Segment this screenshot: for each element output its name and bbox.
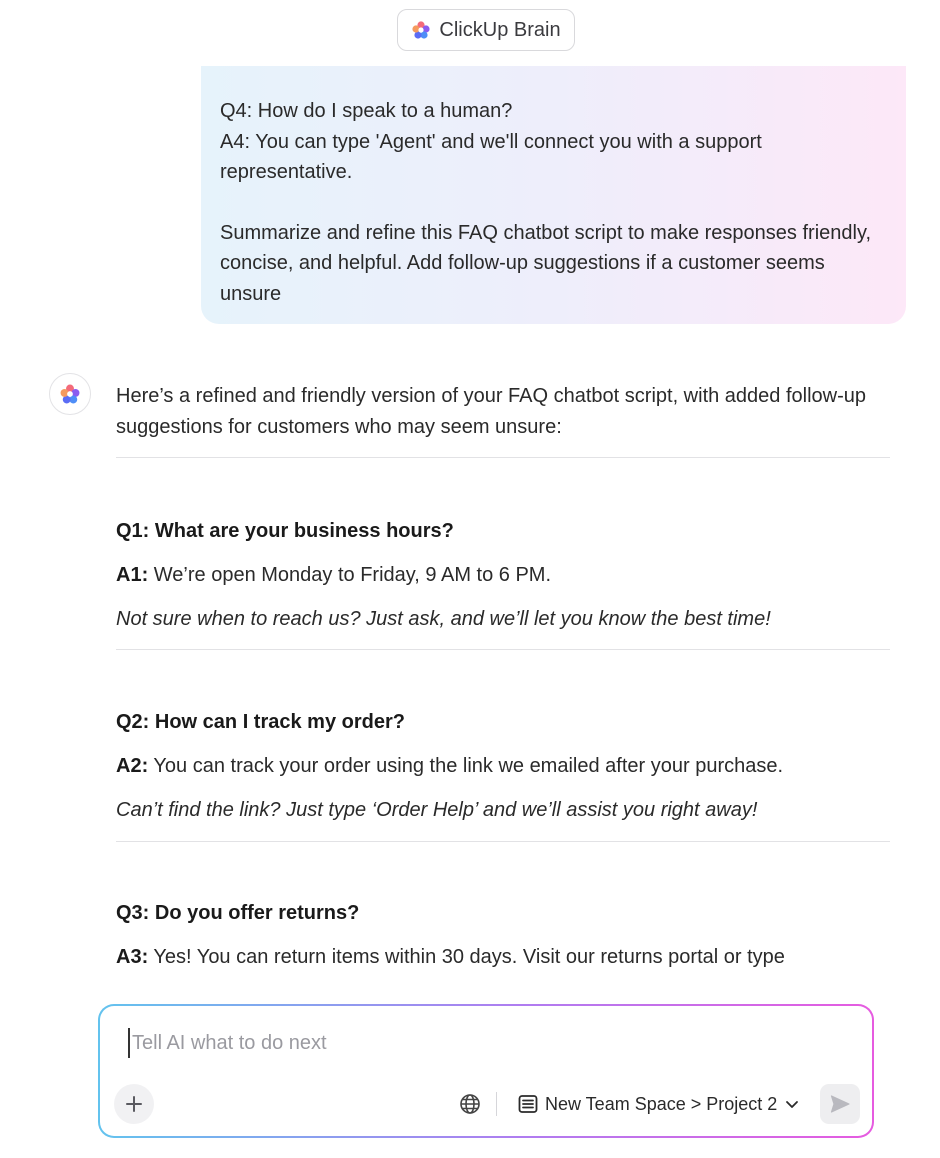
faq-follow-up: Can’t find the link? Just type ‘Order Help’ and we’ll assist you right away! xyxy=(116,799,758,821)
faq-follow-up: Not sure when to reach us? Just ask, and we’ll let you know the best time! xyxy=(116,608,771,630)
user-message-line: Q4: How do I speak to a human? xyxy=(220,100,513,122)
globe-icon xyxy=(459,1093,481,1115)
user-message-line: Summarize and refine this FAQ chatbot script to make responses friendly, concise, and helpful. Add follow-up suggestions if a customer seems unsure xyxy=(220,221,872,305)
faq-question: Q1: What are your business hours? xyxy=(116,520,454,542)
send-button[interactable] xyxy=(820,1084,860,1124)
add-attachment-button[interactable] xyxy=(114,1084,154,1124)
faq-answer xyxy=(116,564,551,587)
user-message-line: A4: You can type 'Agent' and we'll connect you with a support representative. xyxy=(220,130,762,183)
faq-question: Q3: Do you offer returns? xyxy=(116,902,360,924)
faq-answer-label: A3: xyxy=(116,946,149,968)
faq-answer-text: Yes! You can return items within 30 days. Visit our returns portal or type xyxy=(148,946,785,968)
ai-intro-text: Here’s a refined and friendly version of your FAQ chatbot script, with added follow-up suggestions for customers who may seem unsure: xyxy=(116,385,867,438)
divider xyxy=(116,649,890,650)
prompt-input[interactable] xyxy=(128,1028,812,1058)
faq-answer-label: A1: xyxy=(116,564,149,586)
send-icon xyxy=(829,1093,851,1115)
web-search-toggle[interactable] xyxy=(456,1090,484,1118)
ai-avatar xyxy=(49,373,91,415)
toolbar-separator xyxy=(496,1092,497,1116)
clickup-brain-logo-icon xyxy=(59,383,81,405)
chevron-down-icon xyxy=(784,1096,800,1112)
faq-answer xyxy=(116,755,783,778)
location-selector[interactable] xyxy=(518,1086,800,1122)
location-breadcrumb: New Team Space > Project 2 xyxy=(545,1093,778,1114)
clickup-brain-logo-icon xyxy=(411,20,431,40)
divider xyxy=(116,457,890,458)
plus-icon xyxy=(125,1095,143,1113)
chat-composer xyxy=(98,1004,874,1138)
list-icon xyxy=(518,1094,538,1114)
divider xyxy=(116,841,890,842)
brand-name: ClickUp Brain xyxy=(439,18,561,41)
faq-question: Q2: How can I track my order? xyxy=(116,711,405,733)
faq-answer-label: A2: xyxy=(116,755,149,777)
faq-answer xyxy=(116,946,785,969)
faq-answer-text: We’re open Monday to Friday, 9 AM to 6 PM. xyxy=(148,564,552,586)
user-message-bubble xyxy=(201,66,906,324)
faq-answer-text: You can track your order using the link we emailed after your purchase. xyxy=(148,755,784,777)
brand-header xyxy=(397,9,575,51)
